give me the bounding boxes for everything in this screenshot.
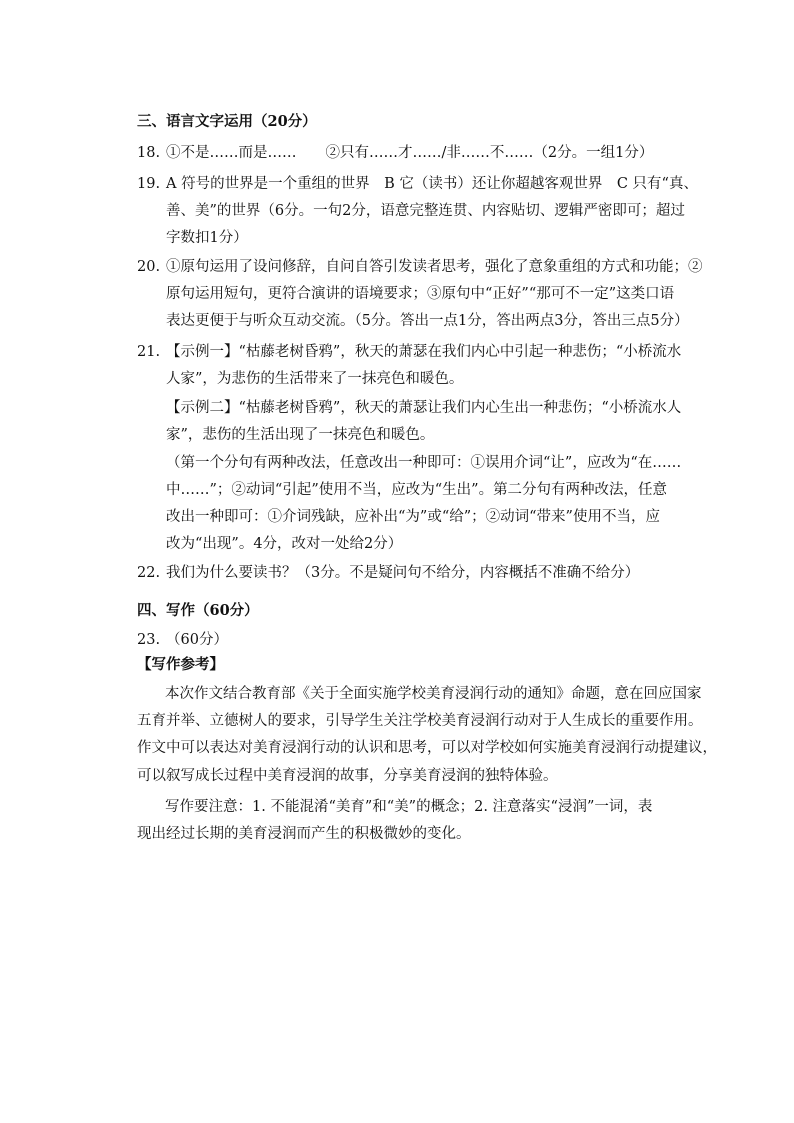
q19-line-3: 字数扣1分） [166,230,248,246]
q21-number: 21. [137,344,161,360]
q19-line-1: A 符号的世界是一个重组的世界 B 它（读书）还让你超越客观世界 C 只有“真、 [166,176,698,192]
q22-answer: 我们为什么要读书？（3分。不是疑问句不给分，内容概括不准确不给分） [166,565,640,581]
q20-line-1: ①原句运用了设问修辞，自问自答引发读者思考，强化了意象重组的方式和功能；② [166,259,703,275]
q23-number: 23. [137,632,161,648]
writing-ref-para1-line-4: 可以叙写成长过程中美育浸润的故事，分享美育浸润的独特体验。 [137,768,558,784]
q21-example1-line-1: 【示例一】“枯藤老树昏鸦”，秋天的萧瑟在我们内心中引起一种悲伤；“小桥流水 [166,344,682,360]
writing-ref-para1-line-1: 本次作文结合教育部《关于全面实施学校美育浸润行动的通知》命题，意在回应国家 [165,686,702,702]
q20-line-3: 表达更便于与听众互动交流。（5分。答出一点1分，答出两点3分，答出三点5分） [166,313,689,329]
q18-answer: ①不是……而是…… ②只有……才……/非……不……（2分。一组1分） [166,145,654,161]
writing-reference-title: 【写作参考】 [137,656,224,673]
section-3-heading: 三、语言文字运用（20分） [137,113,317,130]
writing-ref-para1-line-2: 五育并举、立德树人的要求，引导学生关注学校美育浸润行动对于人生成长的重要作用。 [137,713,703,729]
writing-ref-para2-line-2: 现出经过长期的美育浸润而产生的积极微妙的变化。 [137,826,471,842]
writing-ref-para2-line-1: 写作要注意：1. 不能混淆“美育”和“美”的概念；2. 注意落实“浸润”一词，表 [165,799,653,815]
section-4-heading: 四、写作（60分） [137,602,259,619]
q23-score: （60分） [166,632,228,648]
q19-number: 19. [137,176,161,192]
q21-note-line-4: 改为“出现”。4分，改对一处给2分） [166,536,403,552]
q21-note-line-2: 中……”；②动词“引起”使用不当，应改为“生出”。第二分句有两种改法，任意 [166,482,668,498]
q20-line-2: 原句运用短句，更符合演讲的语境要求；③原句中“正好”“那可不一定”这类口语 [166,286,675,302]
q20-number: 20. [137,259,161,275]
q18-number: 18. [137,145,161,161]
q19-line-2: 善、美”的世界（6分。一句2分，语意完整连贯、内容贴切、逻辑严密即可；超过 [166,203,685,219]
q21-example2-line-2: 家”，悲伤的生活出现了一抹亮色和暖色。 [166,427,435,443]
q21-note-line-1: （第一个分句有两种改法，任意改出一种即可：①误用介词“让”，应改为“在…… [166,455,682,471]
q21-note-line-3: 改出一种即可：①介词残缺，应补出“为”或“给”；②动词“带来”使用不当，应 [166,509,660,525]
q21-example1-line-2: 人家”，为悲伤的生活带来了一抹亮色和暖色。 [166,371,464,387]
q21-example2-line-1: 【示例二】“枯藤老树昏鸦”，秋天的萧瑟让我们内心生出一种悲伤；“小桥流水人 [166,400,682,416]
q22-number: 22. [137,565,161,581]
writing-ref-para1-line-3: 作文中可以表达对美育浸润行动的认识和思考，可以对学校如何实施美育浸润行动提建议， [137,740,717,756]
